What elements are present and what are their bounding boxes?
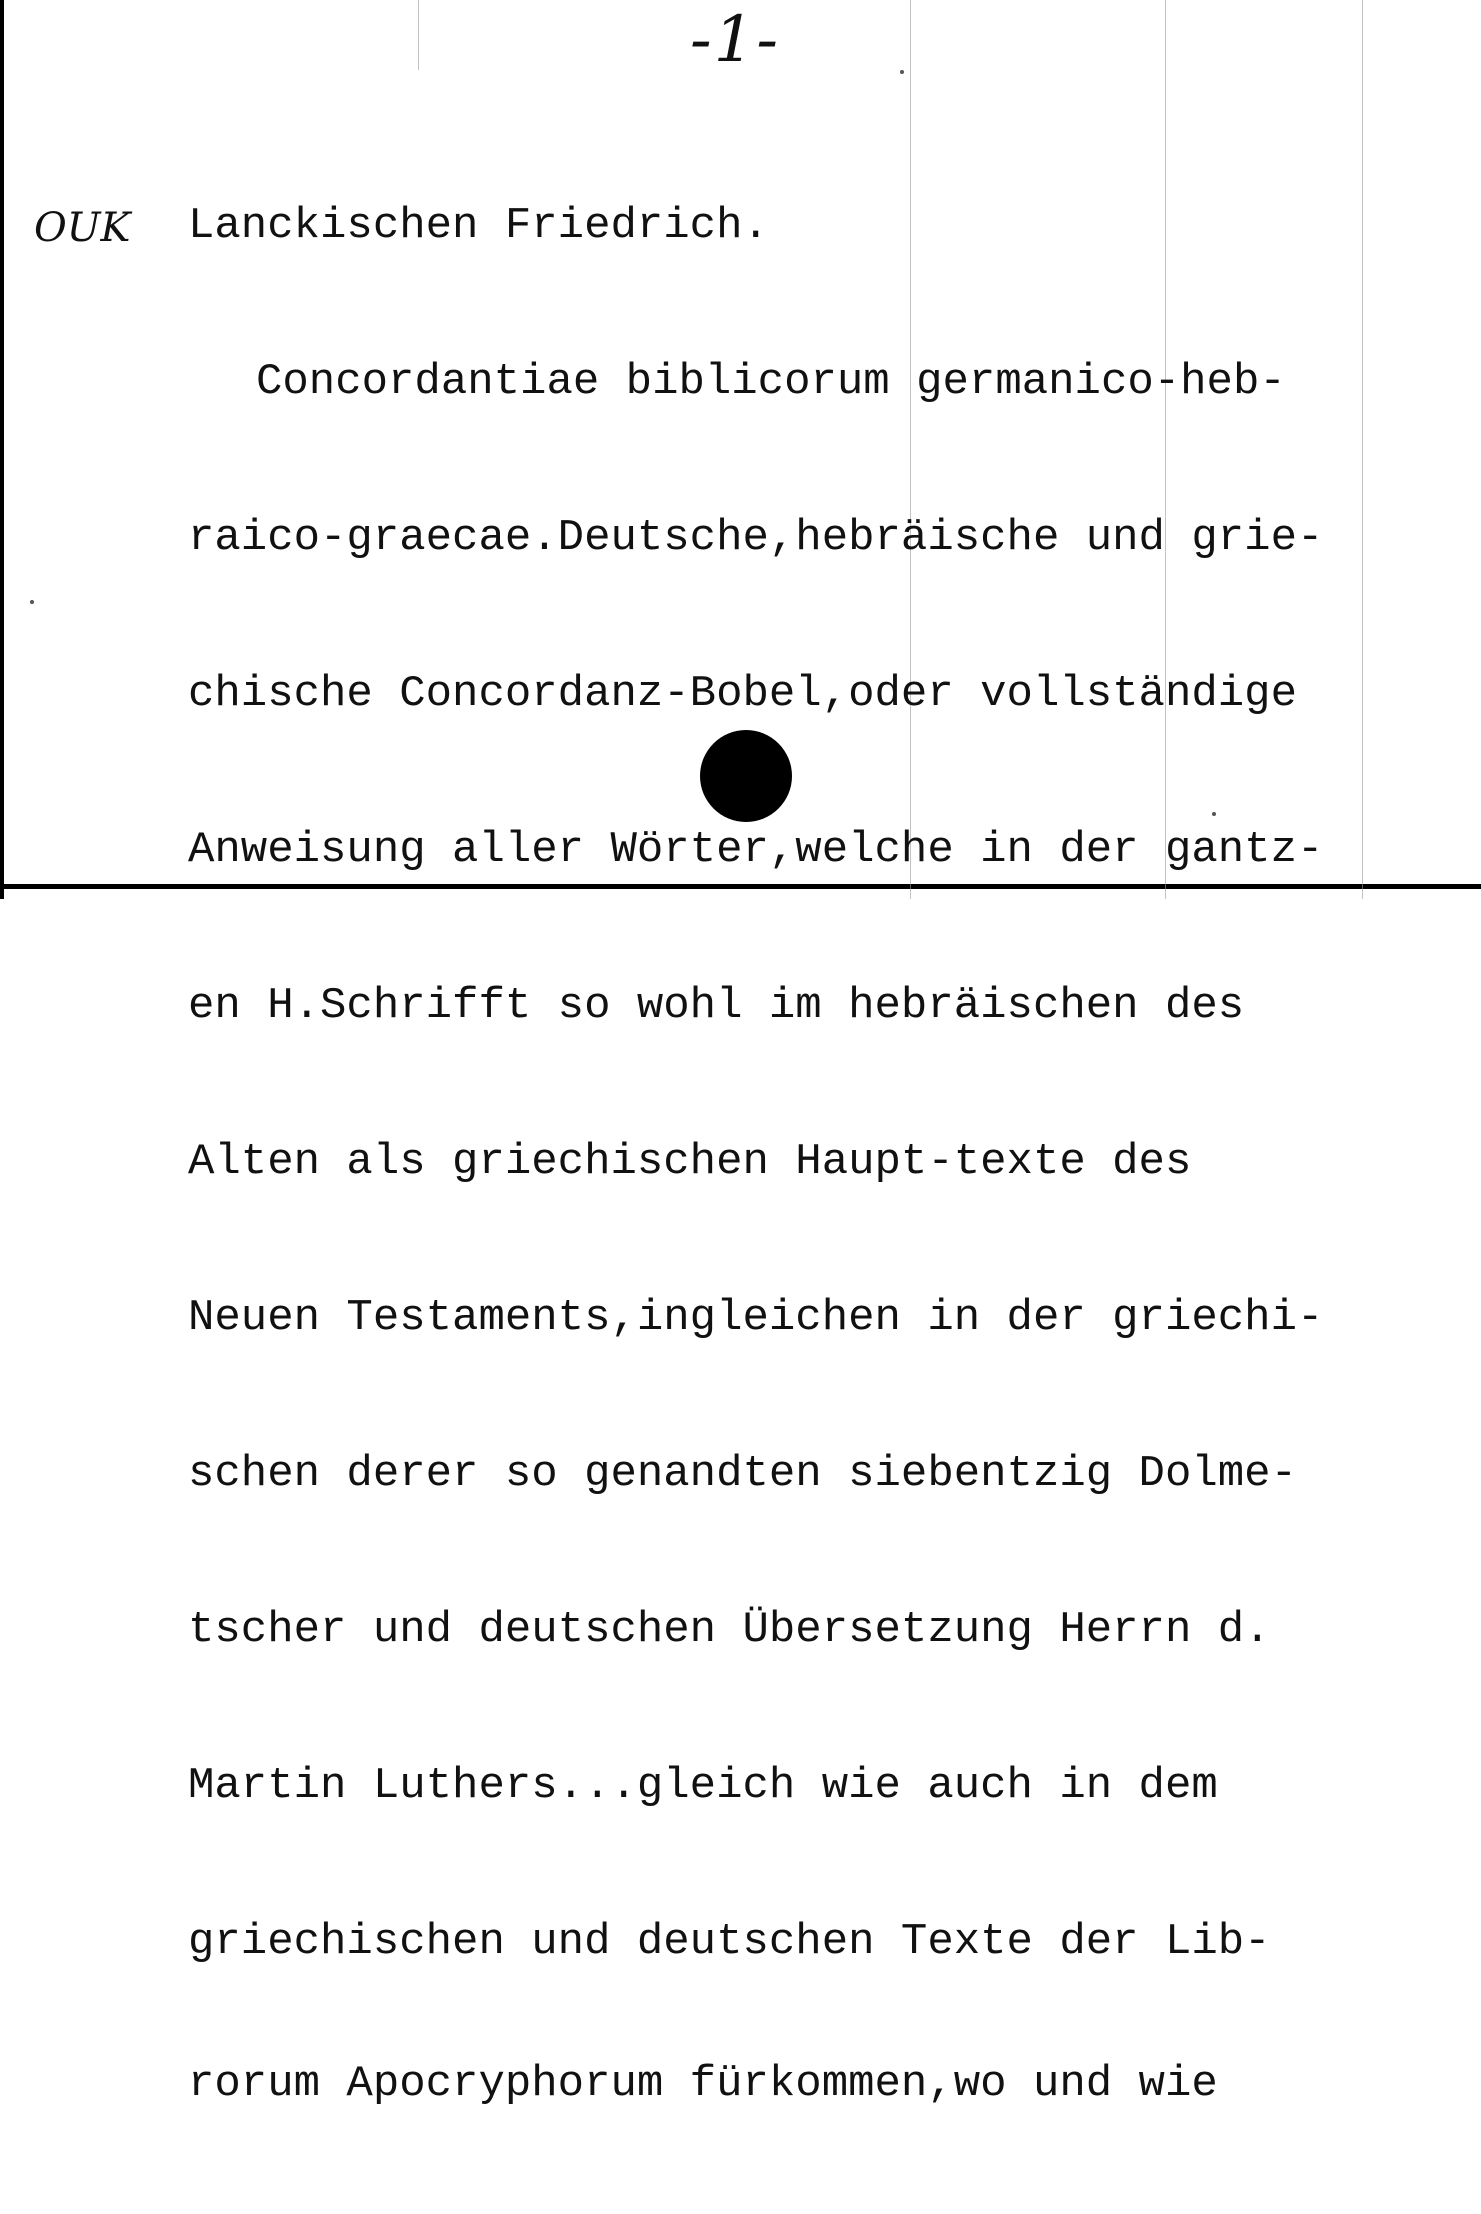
entry-line: raico-graecae.Deutsche,hebräische und grie- <box>188 513 1324 563</box>
scan-line <box>418 0 419 70</box>
entry-line: en H.Schrifft so wohl im hebräischen des <box>188 981 1245 1031</box>
entry-line: Martin Luthers...gleich wie auch in dem <box>188 1761 1218 1811</box>
speck <box>1212 812 1216 816</box>
entry-line: Concordantiae biblicorum germanico-heb- <box>256 357 1286 407</box>
entry-line: tscher und deutschen Übersetzung Herrn d. <box>188 1605 1271 1655</box>
entry-line: schen derer so genandten siebentzig Dolme- <box>188 1449 1297 1499</box>
entry-line: Anweisung aller Wörter,welche in der gantz- <box>188 825 1324 875</box>
punch-hole <box>700 730 792 822</box>
entry-line: Neuen Testaments,ingleichen in der griechi- <box>188 1293 1324 1343</box>
entry-line: rorum Apocryphorum fürkommen,wo und wie <box>188 2059 1218 2109</box>
entry-heading: Lanckischen Friedrich. <box>188 201 769 251</box>
margin-annotation: OUK <box>34 205 131 251</box>
catalog-entry-text <box>188 96 1478 2214</box>
speck <box>30 600 34 604</box>
page-number: -1- <box>690 3 780 77</box>
entry-line: Alten als griechischen Haupt-texte des <box>188 1137 1192 1187</box>
speck <box>900 70 904 74</box>
card-left-edge <box>0 0 4 899</box>
entry-line: griechischen und deutschen Texte der Lib- <box>188 1917 1271 1967</box>
entry-line: chische Concordanz-Bobel,oder vollständige <box>188 669 1297 719</box>
